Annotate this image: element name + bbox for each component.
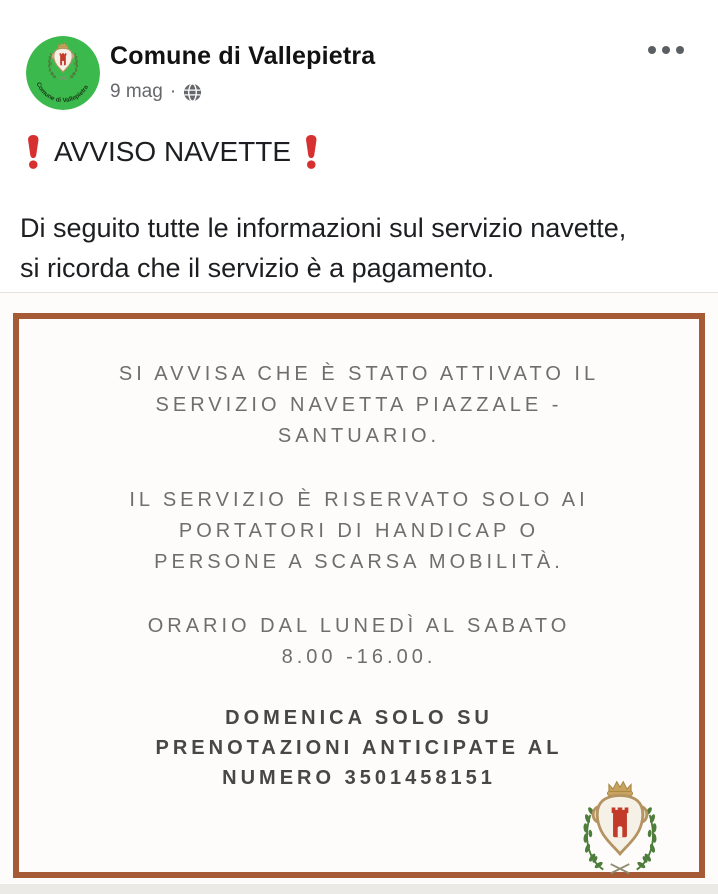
flyer-paragraph: IL SERVIZIO È RISERVATO SOLO AI PORTATORI DI HANDICAP O PERSONE A SCARSA MOBILITÀ. [129,489,589,573]
post-timestamp[interactable]: 9 mag [110,81,163,102]
flyer-paragraph-bold: DOMENICA SOLO SU PRENOTAZIONI ANTICIPATE AL NUMERO 3501458151 [155,707,563,789]
post-headline-text: AVVISO NAVETTE [54,136,292,167]
more-options-button[interactable] [642,36,690,64]
post-meta [110,80,202,104]
ellipsis-dot [662,46,670,54]
municipality-logo-icon [26,36,100,110]
ellipsis-dot [676,46,684,54]
post-headline [25,134,320,170]
post-image[interactable] [0,292,718,884]
ellipsis-dot [648,46,656,54]
svg-text:Comune di Vallepietra: Comune di Vallepietra [34,81,90,105]
red-exclamation-icon [25,134,42,170]
post-body-line: Di seguito tutte le informazioni sul servizio navette, [20,213,627,243]
red-exclamation-icon [303,134,320,170]
post-body-line: si ricorda che il servizio è a pagamento. [20,253,495,283]
image-bottom-edge [0,884,718,894]
coat-of-arms-icon [572,776,668,878]
flyer-paragraph: ORARIO DAL LUNEDÌ AL SABATO 8.00 -16.00. [147,615,571,668]
flyer-paragraph: SI AVVISA CHE È STATO ATTIVATO IL SERVIZIO NAVETTA PIAZZALE - SANTUARIO. [118,363,600,447]
meta-separator: · [169,81,177,102]
post-body-text [20,208,626,288]
profile-avatar[interactable] [26,36,100,110]
page-name[interactable]: Comune di Vallepietra [110,42,376,70]
globe-icon [183,83,202,102]
